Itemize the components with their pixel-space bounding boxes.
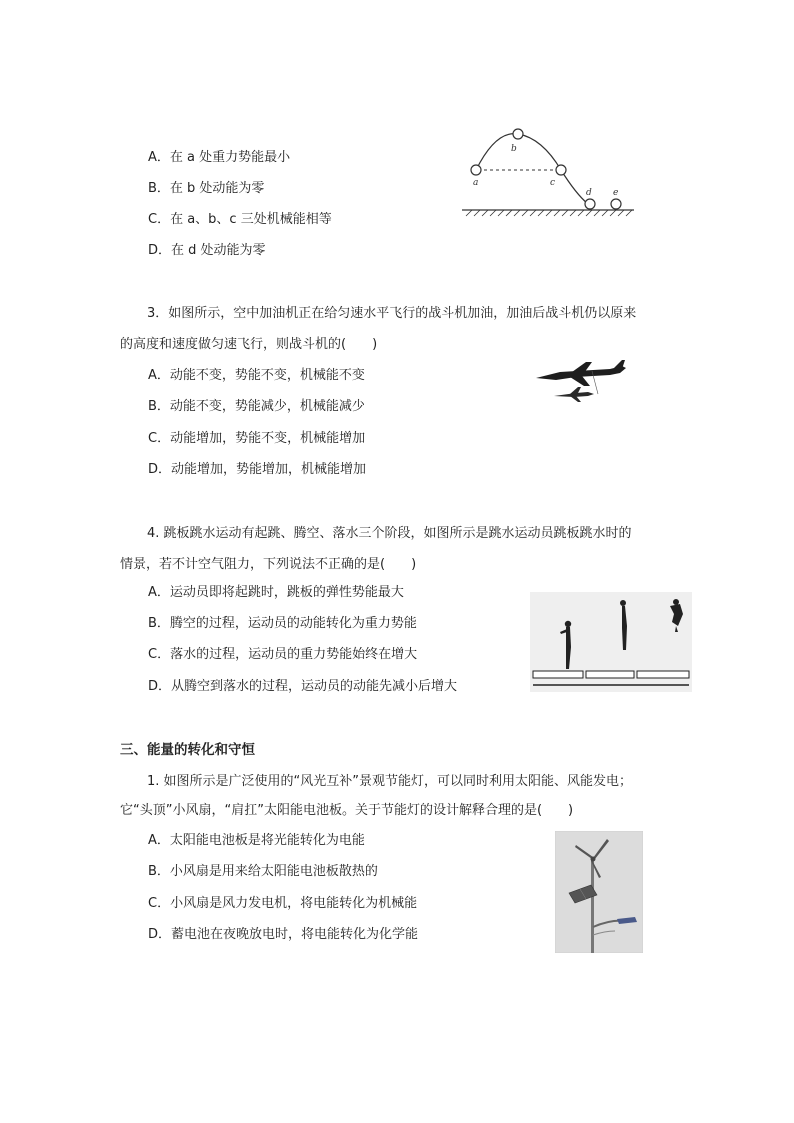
label-c: c [550,178,556,188]
s3-q1-stem-line2: 它“头顶”小风扇，“肩扛”太阳能电池板。关于节能灯的设计解释合理的是( ) [120,803,574,818]
q3-stem-line2: 的高度和速度做匀速飞行，则战斗机的( ) [120,337,378,352]
refueling-aircraft-figure [530,356,630,406]
trajectory-figure [458,122,638,218]
ball-b [513,129,523,139]
section-heading: 三、能量的转化和守恒 [120,742,255,758]
q4-option-b: B．腾空的过程，运动员的动能转化为重力势能 [148,616,417,631]
q3-option-b: B．动能不变，势能减少，机械能减少 [148,399,365,414]
q4-stem-line2: 情景，若不计空气阻力，下列说法不正确的是( ) [120,557,417,572]
ball-e [611,199,621,209]
label-e: e [613,188,619,198]
q3-option-c: C．动能增加，势能不变，机械能增加 [148,431,366,446]
s3-q1-option-a: A．太阳能电池板是将光能转化为电能 [148,833,365,848]
label-d: d [586,188,592,198]
label-a: a [473,178,479,188]
q3-option-d: D．动能增加，势能增加，机械能增加 [148,462,367,477]
q4-option-a: A．运动员即将起跳时，跳板的弹性势能最大 [148,585,404,600]
diving-sequence-figure [530,592,692,692]
ball-d [585,199,595,209]
wind-solar-lamp-figure [555,831,643,953]
q3-option-a: A．动能不变，势能不变，机械能不变 [148,368,365,383]
s3-q1-stem-line1: 1. 如图所示是广泛使用的“风光互补”景观节能灯，可以同时利用太阳能、风能发电； [147,774,633,789]
q4-stem-line1: 4. 跳板跳水运动有起跳、腾空、落水三个阶段，如图所示是跳水运动员跳板跳水时的 [147,526,632,541]
q3-stem-line1: 3．如图所示，空中加油机正在给匀速水平飞行的战斗机加油，加油后战斗机仍以原来 [147,306,637,321]
q2-option-b: B．在 b 处动能为零 [148,181,265,196]
q4-option-c: C．落水的过程，运动员的重力势能始终在增大 [148,647,418,662]
s3-q1-option-d: D．蓄电池在夜晚放电时，将电能转化为化学能 [148,927,419,942]
ball-a [471,165,481,175]
q2-option-c: C．在 a、b、c 三处机械能相等 [148,212,332,227]
q2-option-a: A．在 a 处重力势能最小 [148,150,291,165]
q4-option-d: D．从腾空到落水的过程，运动员的动能先减小后增大 [148,679,458,694]
s3-q1-option-b: B．小风扇是用来给太阳能电池板散热的 [148,864,378,879]
label-b: b [511,144,517,154]
ball-c [556,165,566,175]
s3-q1-option-c: C．小风扇是风力发电机，将电能转化为机械能 [148,896,418,911]
q2-option-d: D．在 d 处动能为零 [148,243,266,258]
